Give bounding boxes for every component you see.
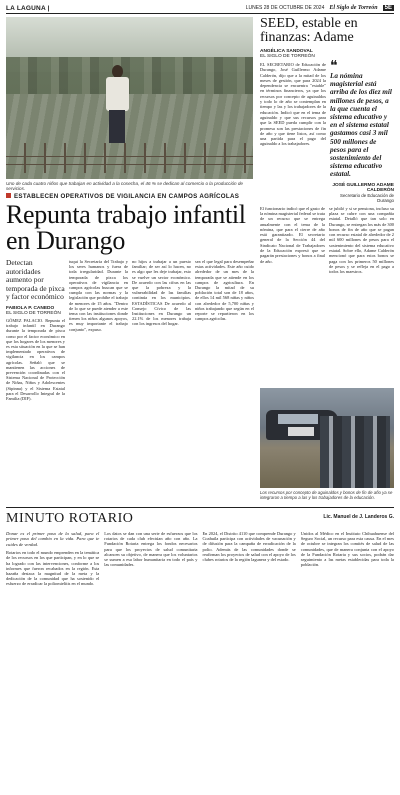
rotary-text-2: Los datos se dan con una serie de esfuerzos que los rotarios de cada club efectúan año con año. La Fundación Rotaria entrega los fondos necesarios para que los proyectos de salud comunitaria alcancen su objetivo, de manera que los voluntarios se sumen a esa labor humanitaria en todo el país y las comunidades. <box>104 531 198 568</box>
issue-date: LUNES 28 DE OCTUBRE DE 2024 <box>245 5 325 11</box>
side-story-title[interactable]: SEED, estable en finanzas: Adame <box>260 16 358 45</box>
header-right <box>246 5 394 11</box>
main-story-text-4: sea el que legal para desempeñar estas actividades. Este año cuido alrededor de un mes de la temporada que se atiende en los campos de agricultura. En Durango la mitad de su población total son de 18 años, de ellos 14 mil 568 niñas y niños con alrededor de 5,700 niñas y niños trabajando que según en el reporte se repartieron en los campos agrícolas. <box>195 259 254 322</box>
side-story-location: EL SIGLO DE TORREÓN <box>260 54 315 59</box>
pull-quote-author: JOSÉ GUILLERMO ADAME CALDERÓN <box>332 182 394 193</box>
secondary-photo <box>260 388 394 488</box>
main-story-author: FABIOLA P. CANEDO <box>6 305 55 311</box>
photo-fence <box>6 143 253 173</box>
side-story-columns <box>260 59 394 203</box>
kicker-square-icon <box>6 193 11 198</box>
main-story-byline <box>6 306 65 316</box>
rotary-text-1: Rotarios en todo el mundo emprenden en la temática de los recursos en los que participan, y en lo que se ha logrado con las intervenciones, conforme a los informes que fueron recabados en la región. Esta hazaña destaca la magnitud de la meta y la dedicación de la comunidad que ha sostenido el esfuerzo de erradicar la poliomielitis en el mundo. <box>6 550 100 587</box>
rotary-col-2 <box>104 531 197 587</box>
main-story-location: EL SIGLO DE TORREÓN <box>6 310 61 316</box>
side-story-col-1: EL SECRETARIO de Educación de Durango, José Guillermo Adame Calderón, dijo que a la mitad de los meses de gestión, que para 2024 la dependencia se encuentra "estable" en términos financieros, ya que los recursos por concepto de aguinaldos y todo lo de año se contemplan en tiempo y las y los trabajadores de la educación. Indicó que en el tema de aguinaldo y que sus recursos para que la SEED pueda cumplir con la promesa son las prestaciones de fin de año y que tiene listos, así como una partida para el pago del aguinaldo a los trabajadores. <box>260 62 326 147</box>
rotary-text-3: En 2024, el Distrito 4110 que comprende Durango y Coahuila participa con actividades de vacunación y de difusión para la campaña de erradicación de la polio. Además de las comunidades donde se reafirman los proyectos de salud con el apoyo de los clubes rotarios de la región lagunera y del estado. <box>202 531 296 563</box>
kicker-text: ESTABLECEN OPERATIVOS DE VIGILANCIA EN CAMPOS AGRÍCOLAS <box>14 193 240 200</box>
main-story <box>6 259 256 501</box>
rotary-col-1 <box>6 531 99 587</box>
main-story-col-4 <box>195 259 254 501</box>
newspaper-brand: El Siglo de Torreón <box>329 5 378 11</box>
lead-photo <box>6 17 253 179</box>
lead-photo-caption: Uno de cada cuatro niños que trabajan en actividad a la cosecha, el 46 % se dedican al comercio o la producción de servicios. <box>6 181 243 191</box>
rotary-column <box>6 531 394 587</box>
secondary-photo-caption: Los recursos por concepto de aguinaldos y bonos de fin de año ya se integraron a tiempo a las y los trabajadores de la educación. <box>260 490 393 500</box>
photo-people <box>320 416 390 488</box>
main-story-text-2: tuqui la Secretaría del Trabajo y los seres humanos y fuera de toda irregularidad. Durante la temporada de pixca los operativos de vigilancia en campos agrícolas buscan que se cumpla con las normas y la legislación que prohíbe el trabajo de menores de 15 años. "Dentro de lo que se puede atender a este tema con las instituciones donde tienen los niños algunos apoyos, es muy importante el trabajo conjunto", expuso. <box>69 259 128 332</box>
rotary-col-4 <box>301 531 394 587</box>
main-headline[interactable]: Repunta trabajo infantil en Durango <box>6 200 246 255</box>
section-divider <box>6 507 394 508</box>
column-section-title: MINUTO ROTARIO <box>6 511 134 526</box>
page-header <box>6 3 394 14</box>
pull-quote-text: La nómina magisterial está arriba de los diez mil millones de pesos, a la que cuenta el sistema educativo y en el sistema estatal gastamos casi 3 mil 500 millones de pesos para el sostenimiento del sistema educativo estatal. <box>330 72 392 179</box>
side-story-col-2: El funcionario indicó que el gasto de la nómina magisterial federal se trata de un recurso que se entrega anualmente con el tema de la nómina, que para el cierre de año está garantizado. El secretario general de la Sección 44 del Sindicato Nacional de Trabajadores de la Educación expresó que se pagarán prestaciones y bonos a final de año. <box>260 205 325 264</box>
side-story-byline <box>260 49 394 59</box>
side-story <box>260 17 394 275</box>
main-story-text-3: no hijos a trabajar a un puesto familiar; de ser así lo hacen, no es algo que les deje trabajar, esto se vuelve un sector económico. De acuerdo con las cifras en las que la pobreza y la vulnerabilidad de las familias continúa en los municipios. ESTADÍSTICAS De acuerdo al Consejo Cívico de las Instituciones en Durango un 22.1% de los menores trabaja con los ingresos del hogar. <box>132 259 191 327</box>
rotary-intro: Donar es el primer paso de la salud, para el primer paso del cambio en la vida. Para que te cuides de verdad. <box>6 531 100 547</box>
section-label: LA LAGUNA | <box>6 4 50 12</box>
main-story-text-1: GÓMEZ PALACIO. Repunta el trabajo infantil en Durango durante la temporada de pixca como por el factor económico en que los hogares de los menores y es esta situación en la que se han implementado operativos de vigilancia en los campos agrícolas. Señaló que se mantienen las acciones de prevención coordinadas con el Sistema Nacional de Protección de Niñas, Niños y Adolescentes (Sipinna) y el Sistema Estatal para el Desarrollo Integral de la Familia (DIF). <box>6 317 65 401</box>
pull-quote <box>330 59 394 203</box>
side-story-col-3: se jubiló y si se pensiona, incluso su plaza se cubre con una compañía estatal. Detalló que tan solo en Durango, se entregan los más de 300 bonos de fin de año que se pagan con recurso estatal de alrededor de 2 mil 600 millones de pesos para el sostenimiento del sistema educativo estatal. Sobre ello, Adame Calderón mencionó que para estos bonos se paga con los primeros 50 millones de pesos y se refleja en el pago a todos los maestros. <box>329 205 394 275</box>
main-story-deck: Detectan autoridades aumento por temporada de pixca y factor económico <box>6 258 65 301</box>
side-story-author: ANGÉLICA SANDOVAL <box>260 49 313 54</box>
main-story-col-2 <box>69 259 128 501</box>
page-number: 5E <box>384 5 392 11</box>
pull-quote-role: Secretario de Educación de Durango <box>340 192 394 203</box>
rotary-col-3 <box>203 531 296 587</box>
photo-person <box>104 65 130 143</box>
side-story-columns-2 <box>260 206 394 275</box>
main-story-col-1 <box>6 259 65 501</box>
quote-mark-icon: ❝ <box>330 59 338 74</box>
kicker <box>6 193 253 200</box>
main-story-col-3 <box>132 259 191 501</box>
rotary-text-4: Unidos al Médico en el Instituto Chihuahuense del Seguro Social, un recurso para esta causa. En el mes de octubre se integran los comités de salud de las comunidades, que de manera conjunta con el apoyo de la Fundación Rotaria y sus socios, podrán dar seguimiento a las metas establecidas para toda la población. <box>300 531 394 568</box>
column-author: Lic. Manuel de J. Landeros G. <box>323 514 394 520</box>
